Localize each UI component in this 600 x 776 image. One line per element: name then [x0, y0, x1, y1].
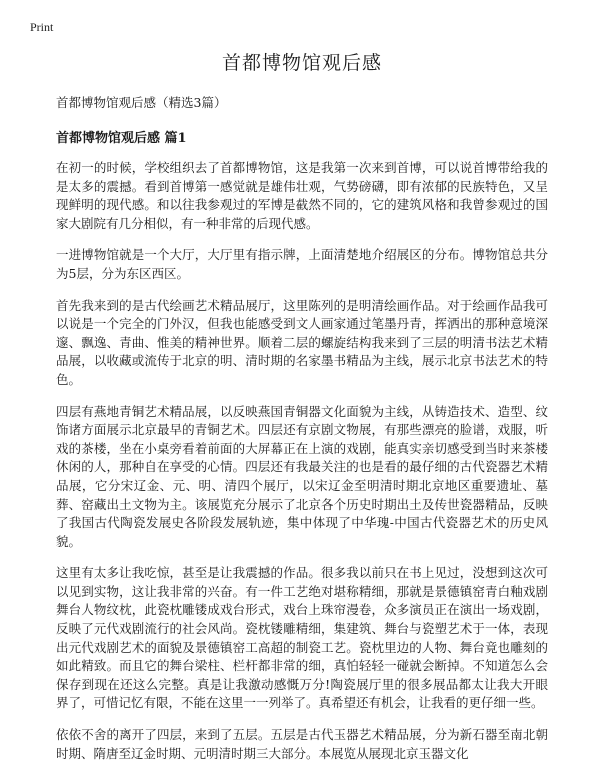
- section-heading: 首都博物馆观后感 篇1: [56, 131, 187, 146]
- paragraph-5: 这里有太多让我吃惊，甚至是让我震撼的作品。很多我以前只在书上见过，没想到这次可以见到实物，这让我非常的兴奋。有一件工艺绝对堪称精细，那就是景德镇窑青白釉戏剧舞台人物纹枕，此瓷枕雕镂成戏台形式，戏台上珠帘漫卷，众多演员正在演出一场戏剧，反映了元代戏剧流行的社会风尚。瓷枕镂雕精细，集建筑、舞台与瓷塑艺术于一体，表现出元代戏剧艺术的面貌及景德镇窑工高超的制瓷工艺。瓷枕里边的人物、舞台竟也雕刻的如此精致。而且它的舞台梁柱、栏杆都非常的细，真怕轻轻一碰就会断掉。不知道怎么会保存到现在还这么完整。真是让我激动感慨万分!陶瓷展厅里的很多展品都太让我大开眼界了，可惜记忆有限，不能在这里一一列举了。真希望还有机会，让我看的更仔细一些。: [56, 565, 548, 711]
- paragraph-3: 首先我来到的是古代绘画艺术精品展厅，这里陈列的是明清绘画作品。对于绘画作品我可以说是一个完全的门外汉，但我也能感受到文人画家通过笔墨丹青，挥洒出的那种意境深邃、飘逸、青曲、惟美的精神世界。顺着二层的螺旋结构我来到了三层的明清书法艺术精品展，以收藏或流传于北京的明、清时期的名家墨书精品为主线，展示北京书法艺术的特色。: [56, 297, 548, 387]
- print-link[interactable]: Print: [30, 20, 54, 34]
- paragraph-2: 一进博物馆就是一个大厅，大厅里有指示牌，上面清楚地介绍展区的分布。博物馆总共分为5层，分为东区西区。: [56, 247, 548, 281]
- paragraph-1: 在初一的时候，学校组织去了首都博物馆，这是我第一次来到首博，可以说首博带给我的是太多的震撼。看到首博第一感觉就是雄伟壮观，气势磅礴，即有浓郁的民族特色，又呈现鲜明的现代感。和以往我参观过的军博是截然不同的，它的建筑风格和我曾参观过的国家大剧院有几分相似，有一种非常的后现代感。: [56, 160, 548, 231]
- document-page: [56, 50, 548, 776]
- document-subtitle: 首都博物馆观后感（精选3篇）: [56, 95, 227, 110]
- paragraph-6: 依依不舍的离开了四层，来到了五层。五层是古代玉器艺术精品展，分为新石器至南北朝时期、隋唐至辽金时期、元明清时期三大部分。本展览从展现北京玉器文化: [56, 727, 548, 761]
- paragraph-4: 四层有燕地青铜艺术精品展，以反映燕国青铜器文化面貌为主线，从铸造技术、造型、纹饰诸方面展示北京最早的青铜艺术。四层还有京剧文物展，有那些漂亮的脸谱，戏服，听戏的茶楼，坐在小桌旁看着前面的大屏幕正在上演的戏剧，能真实亲切感受到当时来茶楼休闲的人，那种自在享受的心情。四层还有我最关注的也是看的最仔细的古代瓷器艺术精品展，它分宋辽金、元、明、清四个展厅，以宋辽金至明清时期北京地区重要遗址、墓葬、窑藏出土文物为主。该展览充分展示了北京各个历史时期出土及传世瓷器精品，反映了我国古代陶瓷发展史各阶段发展轨迹，集中体现了中华瑰-中国古代瓷器艺术的历史风貌。: [56, 403, 548, 549]
- page-title: 首都博物馆观后感: [221, 52, 382, 74]
